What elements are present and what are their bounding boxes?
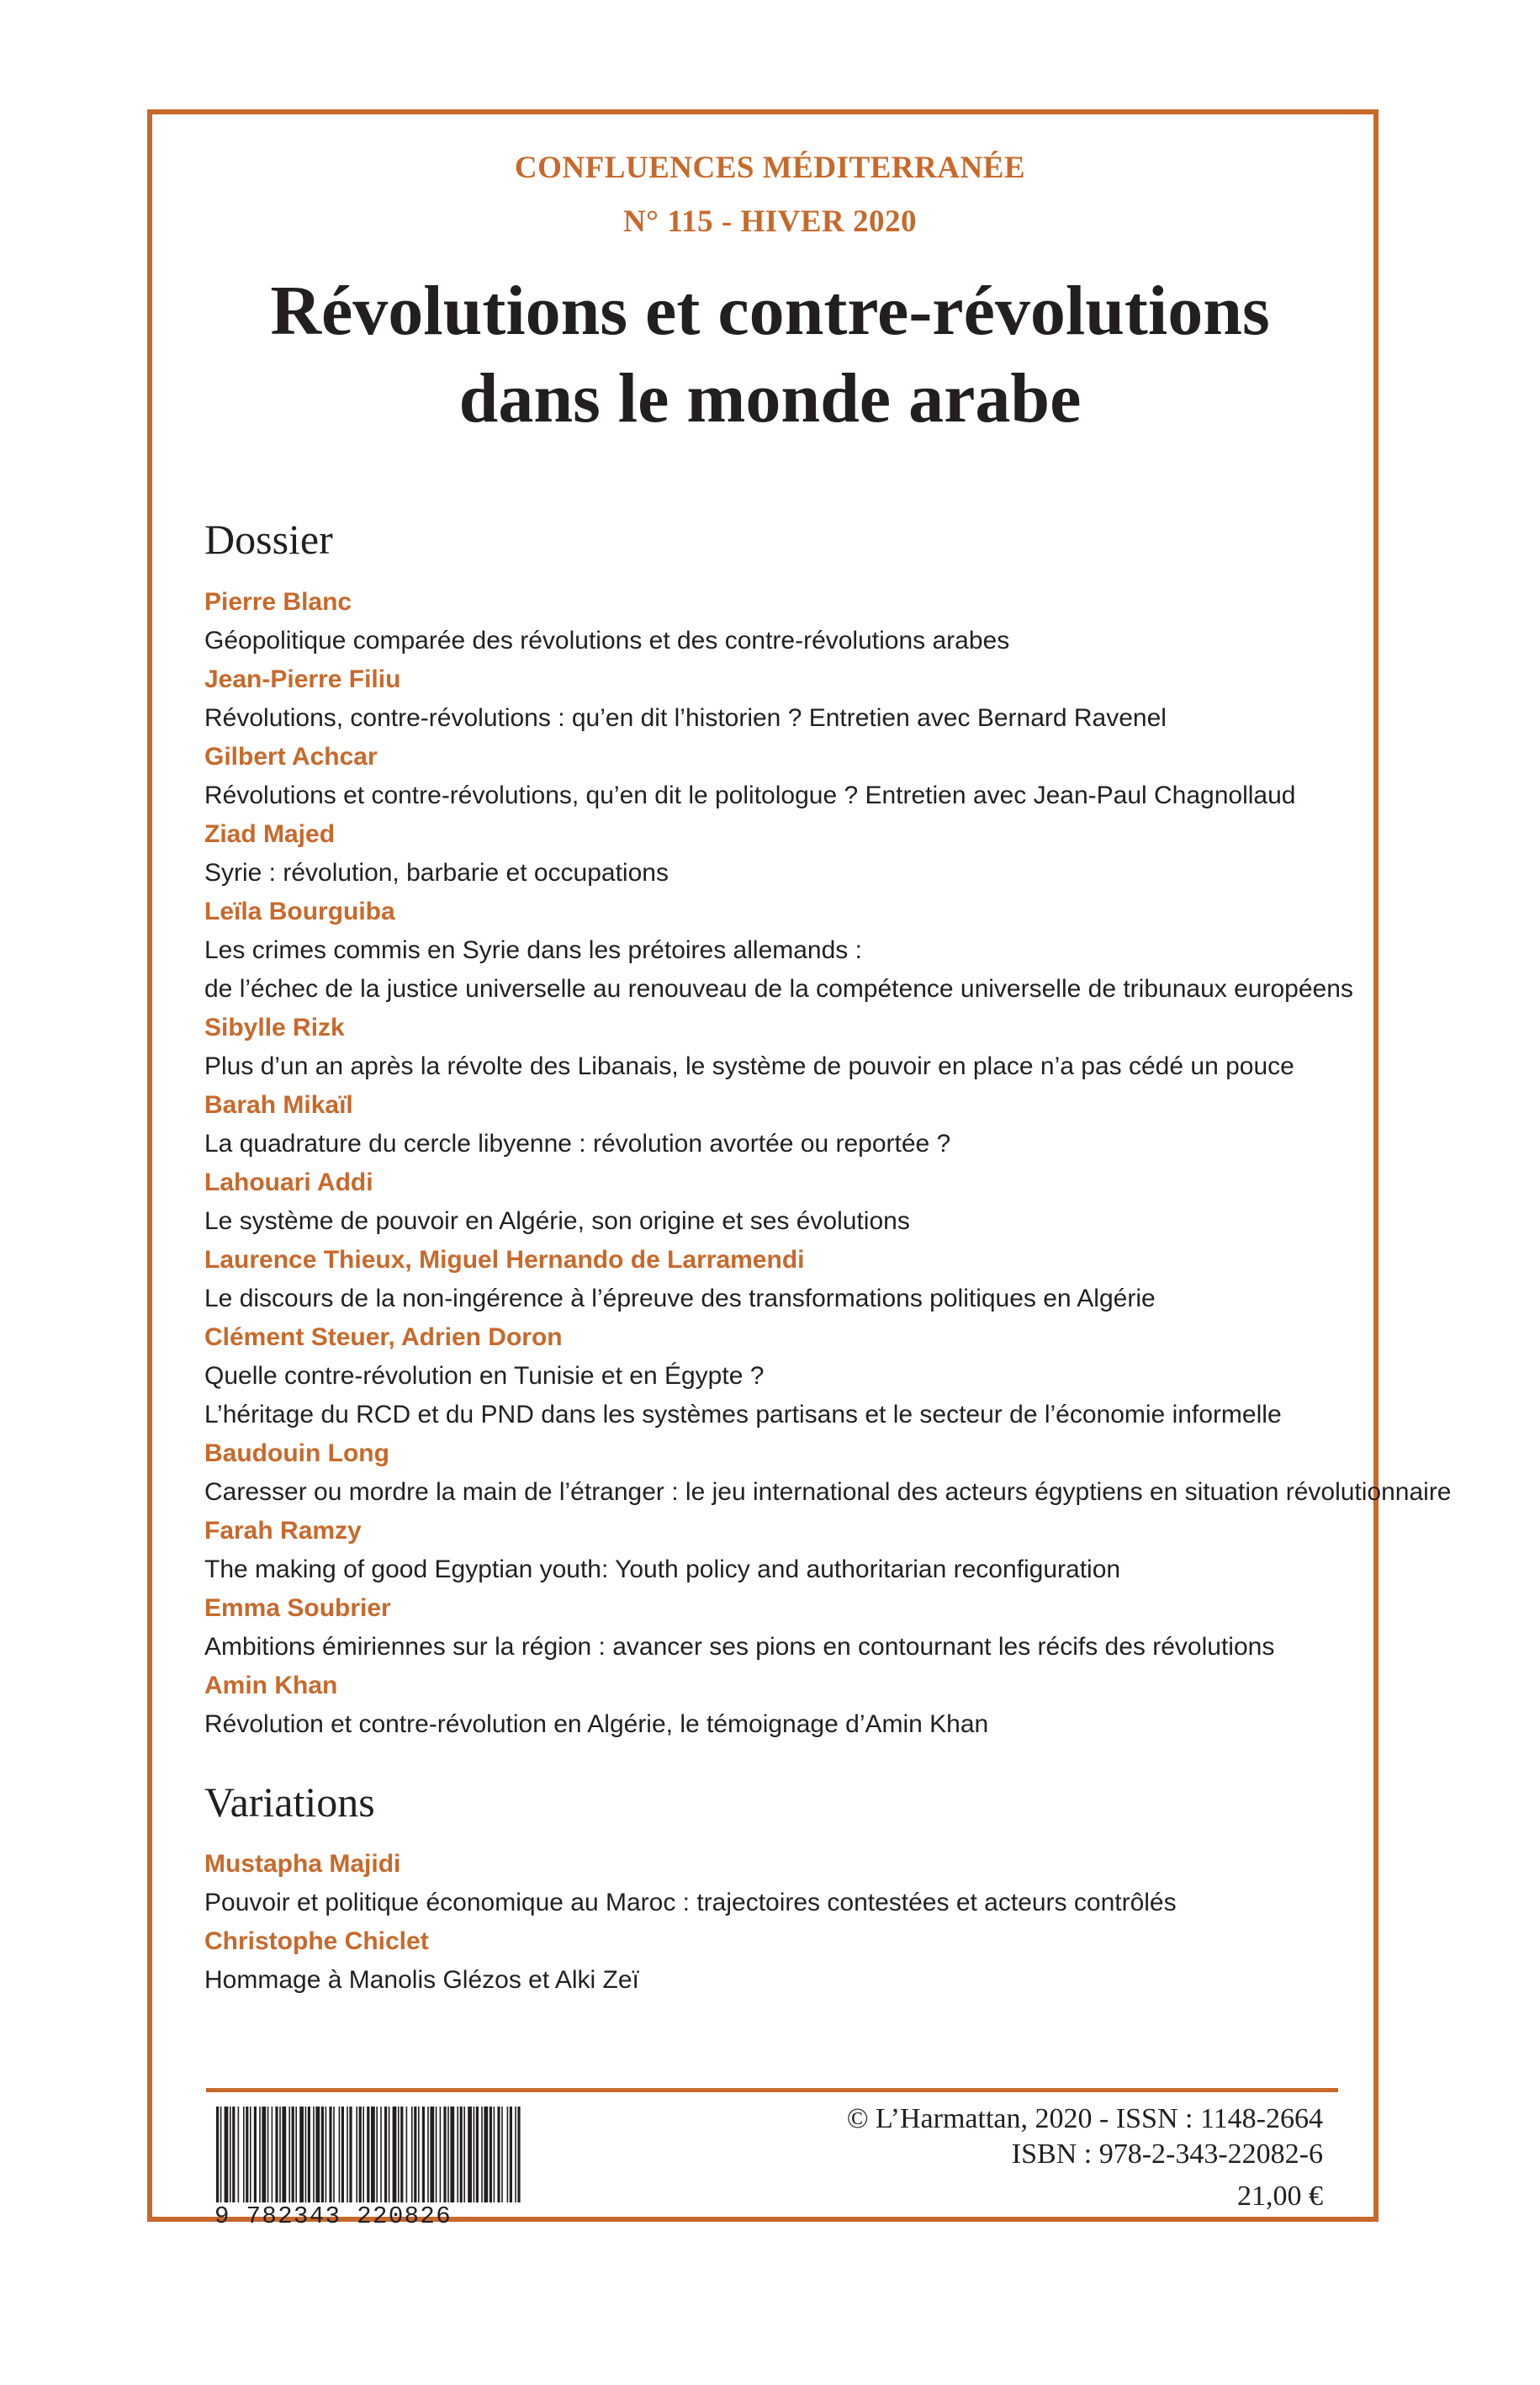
entry-author: Gilbert Achcar (204, 743, 378, 771)
footer-divider (206, 2088, 1338, 2092)
barcode-digits: 9 782343 220826 (214, 2202, 452, 2230)
entry-author: Emma Soubrier (204, 1594, 391, 1622)
entry-author: Barah Mikaïl (204, 1091, 353, 1119)
entry-author: Laurence Thieux, Miguel Hernando de Larramendi (204, 1246, 805, 1274)
entry-article-title: La quadrature du cercle libyenne : révolution avortée ou reportée ? (204, 1130, 951, 1158)
toc-entry (204, 1318, 1365, 1434)
title-line-1: Révolutions et contre-révolutions (270, 272, 1270, 350)
entry-author: Farah Ramzy (204, 1517, 362, 1545)
variations-heading: Variations (204, 1778, 375, 1826)
entry-author: Pierre Blanc (204, 588, 352, 616)
entry-article-title: Plus d’un an après la révolte des Libanais, le système de pouvoir en place n’a pas cédé un pouce (204, 1052, 1294, 1080)
entry-article-title: de l’échec de la justice universelle au renouveau de la compétence universelle de tribunaux européens (204, 975, 1353, 1003)
entry-article-title: Révolutions, contre-révolutions : qu’en dit l’historien ? Entretien avec Bernard Ravenel (204, 704, 1167, 732)
entry-author: Christophe Chiclet (204, 1927, 429, 1955)
entry-article-title: Quelle contre-révolution en Tunisie et en Égypte ? (204, 1362, 765, 1390)
toc-entry (204, 1086, 1365, 1163)
dossier-list (204, 583, 1452, 1744)
toc-entry (204, 1922, 1365, 2000)
page-title (0, 268, 1540, 443)
entry-article-title: Ambitions émiriennes sur la région : avancer ses pions en contournant les récifs des révolutions (204, 1633, 1275, 1661)
entry-article-title: Le système de pouvoir en Algérie, son origine et ses évolutions (204, 1207, 910, 1235)
entry-article-title: Géopolitique comparée des révolutions et des contre-révolutions arabes (204, 627, 1010, 655)
entry-article-title: Caresser ou mordre la main de l’étranger : le jeu international des acteurs égyptiens en situation révolutionnaire (204, 1478, 1452, 1506)
toc-entry (204, 815, 1365, 893)
dossier-heading: Dossier (204, 516, 333, 563)
toc-entry (204, 583, 1365, 660)
issue-number: N° 115 - HIVER 2020 (622, 204, 918, 239)
entry-author: Sibylle Rizk (204, 1014, 345, 1041)
entry-author: Baudouin Long (204, 1439, 389, 1467)
entry-author: Lahouari Addi (204, 1169, 373, 1196)
toc-entry (204, 1009, 1365, 1086)
entry-article-title: Pouvoir et politique économique au Maroc : trajectoires contestées et acteurs contrôlés (204, 1889, 1177, 1916)
toc-entry (204, 738, 1365, 815)
toc-entry (204, 1667, 1365, 1744)
toc-entry (204, 1434, 1452, 1512)
entry-article-title: L’héritage du RCD et du PND dans les systèmes partisans et le secteur de l’économie informelle (204, 1401, 1282, 1428)
journal-name: CONFLUENCES MÉDITERRANÉE (514, 151, 1026, 185)
entry-author: Clément Steuer, Adrien Doron (204, 1323, 563, 1351)
toc-entry (204, 1241, 1365, 1318)
price: 21,00 € (1237, 2181, 1323, 2212)
variations-list (204, 1845, 1365, 2000)
entry-article-title: Révolution et contre-révolution en Algérie, le témoignage d’Amin Khan (204, 1710, 989, 1738)
entry-author: Amin Khan (204, 1672, 338, 1699)
entry-author: Mustapha Majidi (204, 1850, 401, 1878)
title-line-2: dans le monde arabe (458, 359, 1082, 437)
entry-article-title: Les crimes commis en Syrie dans les prétoires allemands : (204, 936, 862, 964)
toc-entry (204, 1589, 1365, 1667)
entry-author: Ziad Majed (204, 820, 336, 848)
barcode-image (214, 2107, 524, 2202)
entry-article-title: The making of good Egyptian youth: Youth policy and authoritarian reconfiguration (204, 1556, 1121, 1583)
entry-author: Jean-Pierre Filiu (204, 665, 401, 693)
toc-entry (204, 1845, 1365, 1922)
toc-entry (204, 660, 1365, 738)
entry-author: Leïla Bourguiba (204, 898, 395, 925)
toc-entry (204, 893, 1365, 1009)
entry-article-title: Révolutions et contre-révolutions, qu’en dit le politologue ? Entretien avec Jean-Paul Chagnollaud (204, 782, 1296, 809)
entry-article-title: Le discours de la non-ingérence à l’épreuve des transformations politiques en Algérie (204, 1285, 1156, 1312)
toc-entry (204, 1512, 1365, 1589)
entry-article-title: Hommage à Manolis Glézos et Alki Zeï (204, 1966, 639, 1994)
copyright-issn: © L’Harmattan, 2020 - ISSN : 1148-2664 (846, 2103, 1323, 2134)
entry-article-title: Syrie : révolution, barbarie et occupations (204, 859, 669, 887)
isbn: ISBN : 978-2-343-22082-6 (1011, 2139, 1323, 2170)
toc-entry (204, 1163, 1365, 1241)
